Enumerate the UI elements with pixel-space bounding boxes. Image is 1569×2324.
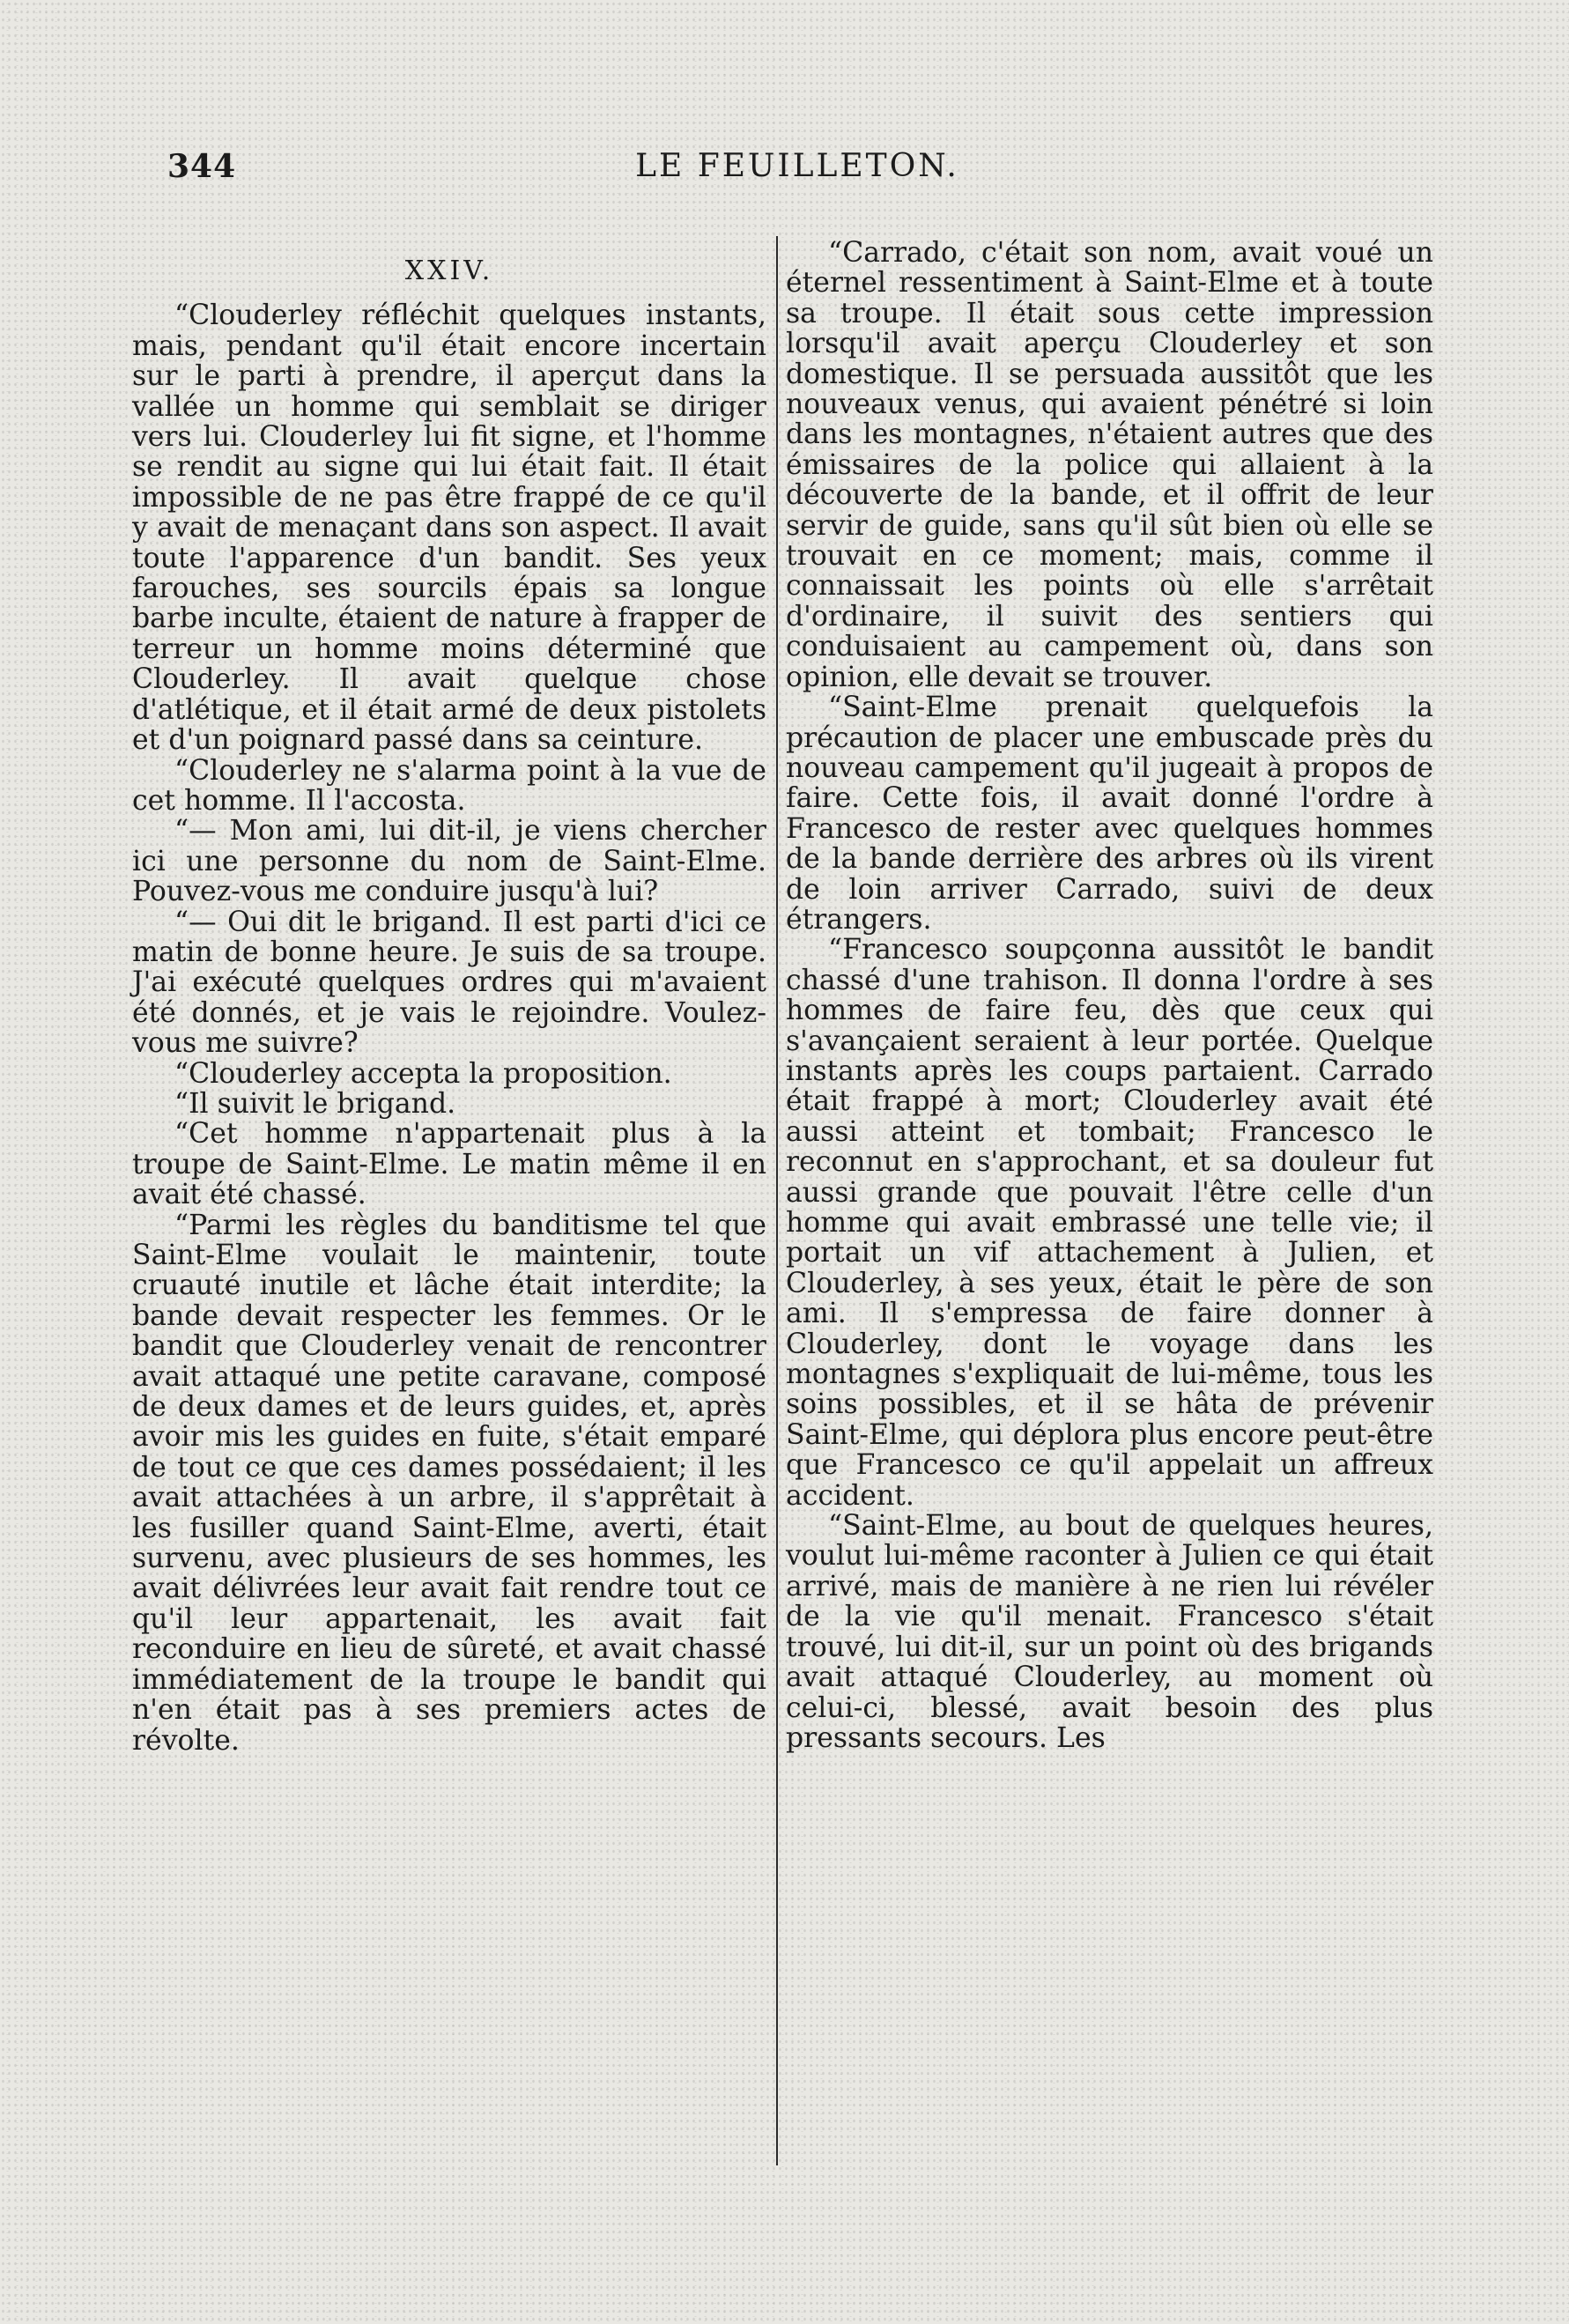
paragraph: “Clouderley accepta la proposition. [174, 1057, 672, 1090]
paragraph: “— Oui dit le brigand. Il est parti d'ici ce matin de bonne heure. Je suis de sa troupe. J'ai exécuté quelques ordres qui m'avaient été donnés, et je vais le rejoindre. Voulez-vous me suivre? [132, 906, 766, 1060]
column-divider [776, 236, 778, 2165]
paragraph: “Francesco soupçonna aussitôt le bandit chassé d'une trahison. Il donna l'ordre à ses hommes de faire feu, dès que ceux qui s'avançaient seraient à leur portée. Quelque instants après les coups partaient. Carrado était frappé à mort; Clouderley avait été aussi atteint et tombait; Francesco le reconnut en s'approchant, et sa douleur fut aussi grande que pouvait l'être celle d'un homme qui avait embrassé une telle vie; il portait un vif attachement à Julien, et Clouderley, à ses yeux, était le père de son ami. Il s'empressa de faire donner à Clouderley, dont le voyage dans les montagnes s'expliquait de lui-même, tous les soins possibles, et il se hâta de prévenir Saint-Elme, qui déplora plus encore peut-être que Francesco ce qu'il appelait un affreux accident. [786, 934, 1433, 1512]
running-head [167, 148, 1427, 201]
paragraph: “Cet homme n'appartenait plus à la troupe de Saint-Elme. Le matin même il en avait été chassé. [132, 1118, 766, 1211]
right-column [786, 238, 1433, 1753]
paragraph: “— Mon ami, lui dit-il, je viens chercher ici une personne du nom de Saint-Elme. Pouvez-vous me conduire jusqu'à lui? [132, 815, 766, 908]
left-column [132, 249, 766, 1756]
paragraph: “Saint-Elme, au bout de quelques heures, voulut lui-même raconter à Julien ce qui était arrivé, mais de manière à ne rien lui révéler de la vie qu'il menait. Francesco s'était trouvé, lui dit-il, sur un point où des brigands avait attaqué Clouderley, au moment où celui-ci, blessé, avait besoin des plus pressants secours. Les [786, 1510, 1433, 1754]
paragraph: “Clouderley ne s'alarma point à la vue de cet homme. Il l'accosta. [132, 754, 766, 817]
page-number: 344 [167, 148, 237, 185]
page-header-title: LE FEUILLETON. [635, 148, 959, 184]
paragraph: “Il suivit le brigand. [174, 1087, 456, 1120]
paragraph: “Saint-Elme prenait quelquefois la précaution de placer une embuscade près du nouveau campement qu'il jugeait à propos de faire. Cette fois, il avait donné l'ordre à Francesco de rester avec quelques hommes de la bande derrière des arbres où ils virent de loin arriver Carrado, suivi de deux étrangers. [786, 692, 1433, 936]
chapter-heading: XXIV. [404, 255, 494, 286]
paragraph: “Carrado, c'était son nom, avait voué un éternel ressentiment à Saint-Elme et à toute sa troupe. Il était sous cette impression lorsqu'il avait aperçu Clouderley et son domestique. Il se persuada aussitôt que les nouveaux venus, qui avaient pénétré si loin dans les montagnes, n'étaient autres que des émissaires de la police qui allaient à la découverte de la bande, et il offrit de leur servir de guide, sans qu'il sût bien où elle se trouvait en ce moment; mais, comme il connaissait les points où elle s'arrêtait d'ordinaire, il suivit des sentiers qui conduisaient au campement où, dans son opinion, elle devait se trouver. [786, 237, 1433, 693]
paragraph: “Clouderley réfléchit quelques instants, mais, pendant qu'il était encore incertain sur le parti à prendre, il aperçut dans la vallée un homme qui semblait se diriger vers lui. Clouderley lui fit signe, et l'homme se rendit au signe qui lui était fait. Il était impossible de ne pas être frappé de ce qu'il y avait de menaçant dans son aspect. Il avait toute l'apparence d'un bandit. Ses yeux farouches, ses sourcils épais sa longue barbe inculte, étaient de nature à frapper de terreur un homme moins déterminé que Clouderley. Il avait quelque chose d'atlétique, et il était armé de deux pistolets et d'un poignard passé dans sa ceinture. [132, 300, 766, 757]
paragraph: “Parmi les règles du banditisme tel que Saint-Elme voulait le maintenir, toute cruauté inutile et lâche était interdite; la bande devait respecter les femmes. Or le bandit que Clouderley venait de rencontrer avait attaqué une petite caravane, composé de deux dames et de leurs guides, et, après avoir mis les guides en fuite, s'était emparé de tout ce que ces dames possédaient; il les avait attachées à un arbre, il s'apprêtait à les fusiller quand Saint-Elme, averti, était survenu, avec plusieurs de ses hommes, les avait délivrées leur avait fait rendre tout ce qu'il leur appartenait, les avait fait reconduire en lieu de sûreté, et avait chassé immédiatement de la troupe le bandit qui n'en était pas à ses premiers actes de révolte. [132, 1209, 766, 1757]
